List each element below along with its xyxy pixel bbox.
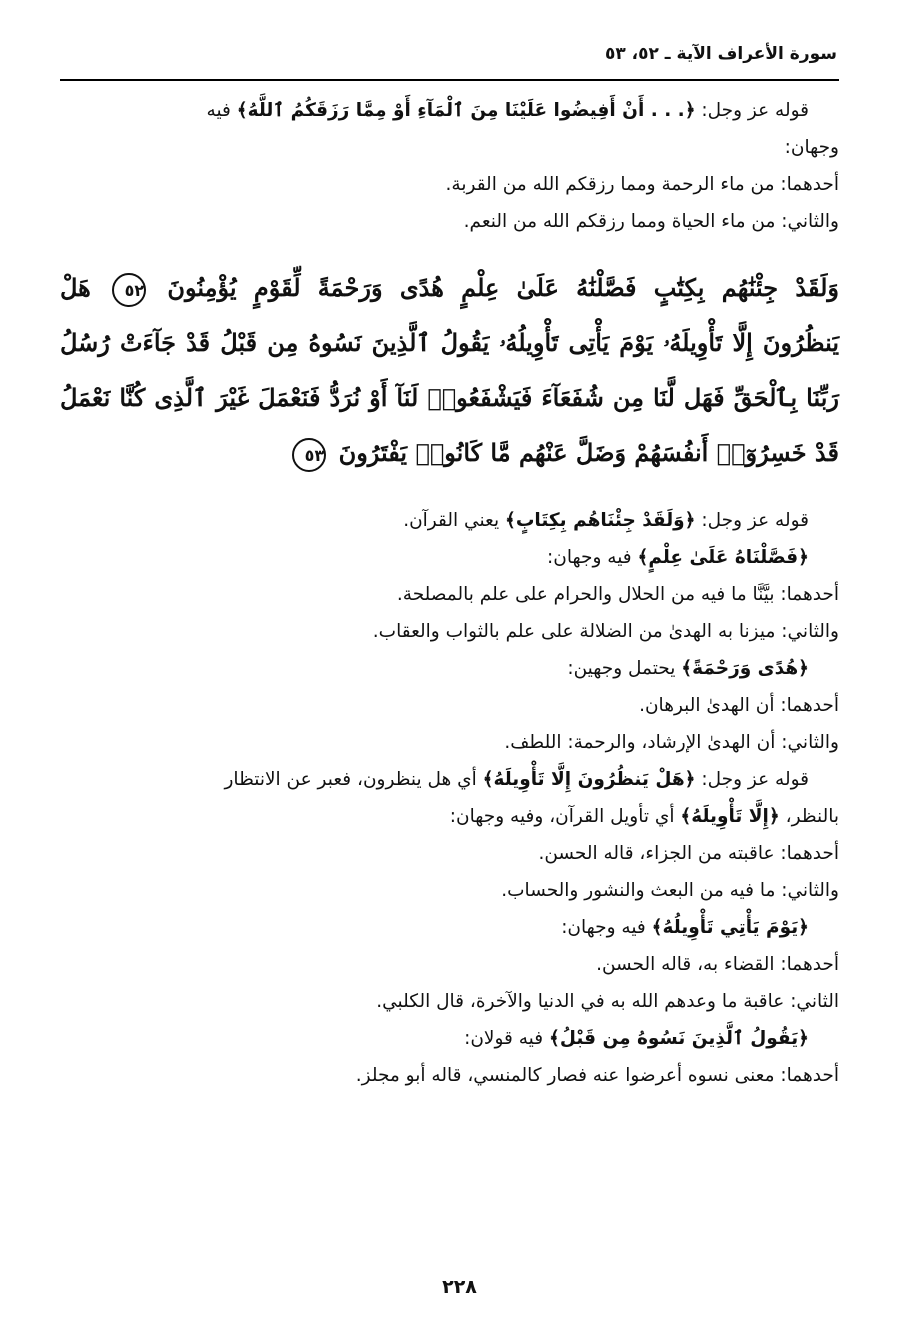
commentary-label: قوله عز وجل: bbox=[701, 510, 809, 531]
page-body bbox=[60, 92, 839, 1094]
commentary-quote: ﴿فَصَّلْنَاهُ عَلَىٰ عِلْمٍ﴾ bbox=[637, 547, 809, 568]
commentary2-line-5: الثاني: عاقبة ما وعدهم الله به في الدنيا والآخرة، قال الكلبي. bbox=[376, 991, 839, 1012]
commentary-line-6: أحدهما: أن الهدىٰ البرهان. bbox=[639, 695, 839, 716]
commentary2-text: فيه قولان: bbox=[464, 1028, 544, 1049]
intro-line-end: فيه bbox=[206, 100, 231, 121]
commentary2-line-7: أحدهما: معنى نسوه أعرضوا عنه فصار كالمنسي، قاله أبو مجلز. bbox=[355, 1065, 839, 1086]
intro-line-2: وجهان: bbox=[784, 137, 839, 158]
intro-line-1 bbox=[60, 92, 839, 129]
intro-quran-quote: ﴿. . . أَنْ أَفِيضُوا عَلَيْنَا مِنَ ٱلْمَآءِ أَوْ مِمَّا رَزَقَكُمُ ٱللَّهُ﴾ bbox=[236, 100, 696, 121]
commentary-line-5 bbox=[60, 650, 839, 687]
quran-line-2: يَنظُرُونَ إِلَّا تَأْوِيلَهُۥ يَوْمَ يَأْتِى تَأْوِيلُهُۥ يَقُولُ ٱلَّذِينَ نَسُوهُ مِن قَبْلُ قَدْ جَآءَتْ رُسُلُ bbox=[60, 328, 839, 357]
intro-line-4: والثاني: من ماء الحياة ومما رزقكم الله من النعم. bbox=[463, 211, 839, 232]
commentary2-line-2: والثاني: ما فيه من البعث والنشور والحساب. bbox=[501, 880, 839, 901]
quran-line-3: رَبِّنَا بِٱلْحَقِّ فَهَل لَّنَا مِن شُفَعَآءَ فَيَشْفَعُوا۟ لَنَآ أَوْ نُرَدُّ فَنَعْمَلَ غَيْرَ ٱلَّذِى كُنَّا نَعْمَلُ bbox=[60, 383, 839, 412]
commentary-quote: ﴿وَلَقَدْ جِئْنَاهُم بِكِتَابٍ﴾ bbox=[505, 510, 696, 531]
commentary2-quote: ﴿يَوْمَ يَأْتِي تَأْوِيلُهُ﴾ bbox=[651, 917, 809, 938]
ayah-number-53: ٥٣ bbox=[292, 438, 326, 472]
commentary2-line-4: أحدهما: القضاء به، قاله الحسن. bbox=[596, 954, 839, 975]
commentary-line-1 bbox=[60, 502, 839, 539]
long-para-quote-2: ﴿إِلَّا تَأْوِيلَهُ﴾ bbox=[680, 806, 780, 827]
commentary2-text: فيه وجهان: bbox=[561, 917, 646, 938]
quran-verses bbox=[60, 260, 839, 480]
commentary-text: فيه وجهان: bbox=[547, 547, 632, 568]
header-divider bbox=[60, 79, 839, 81]
ayah-number-52: ٥٢ bbox=[112, 273, 146, 307]
commentary-line-3: أحدهما: بيَّنَّا ما فيه من الحلال والحرام على علم بالمصلحة. bbox=[396, 584, 839, 605]
quran-line-4 bbox=[60, 425, 839, 480]
commentary2-line-6 bbox=[60, 1020, 839, 1057]
commentary-line-2 bbox=[60, 539, 839, 576]
long-para-start: بالنظر، bbox=[785, 806, 839, 827]
quran-line-4-text: قَدْ خَسِرُوٓا۟ أَنفُسَهُمْ وَضَلَّ عَنْهُم مَّا كَانُوا۟ يَفْتَرُونَ bbox=[338, 438, 839, 467]
commentary2-quote: ﴿يَقُولُ ٱلَّذِينَ نَسُوهُ مِن قَبْلُ﴾ bbox=[549, 1028, 809, 1049]
commentary-text: يعني القرآن. bbox=[403, 510, 500, 531]
quran-line-1-end: هَلْ bbox=[60, 273, 91, 302]
long-para-label: قوله عز وجل: bbox=[701, 769, 809, 790]
long-para-text: أي هل ينظرون، فعبر عن الانتظار bbox=[224, 769, 477, 790]
commentary2-line-3 bbox=[60, 909, 839, 946]
page-number: ٢٢٨ bbox=[442, 1276, 477, 1298]
commentary-line-7: والثاني: أن الهدىٰ الإرشاد، والرحمة: اللطف. bbox=[504, 732, 839, 753]
commentary2-line-1: أحدهما: عاقبته من الجزاء، قاله الحسن. bbox=[538, 843, 839, 864]
running-header: سورة الأعراف الآية ـ ٥٢، ٥٣ bbox=[604, 44, 837, 64]
commentary-line-4: والثاني: ميزنا به الهدىٰ من الضلالة على علم بالثواب والعقاب. bbox=[372, 621, 839, 642]
long-para-quote: ﴿هَلْ يَنظُرُونَ إِلَّا تَأْوِيلَهُ﴾ bbox=[482, 769, 696, 790]
commentary-text: يحتمل وجهين: bbox=[567, 658, 676, 679]
commentary-quote: ﴿هُدًى وَرَحْمَةً﴾ bbox=[681, 658, 809, 679]
intro-label: قوله عز وجل: bbox=[701, 100, 809, 121]
quran-line-1-text: وَلَقَدْ جِئْنَٰهُم بِكِتَٰبٍ فَصَّلْنَٰهُ عَلَىٰ عِلْمٍ هُدًى وَرَحْمَةً لِّقَوْمٍ يُؤْمِنُونَ bbox=[167, 273, 839, 302]
quran-line-1 bbox=[60, 260, 839, 315]
long-para-line-1 bbox=[60, 761, 839, 798]
long-para-line-2 bbox=[60, 798, 839, 835]
intro-line-3: أحدهما: من ماء الرحمة ومما رزقكم الله من القربة. bbox=[445, 174, 839, 195]
long-para-text-2: أي تأويل القرآن، وفيه وجهان: bbox=[449, 806, 675, 827]
